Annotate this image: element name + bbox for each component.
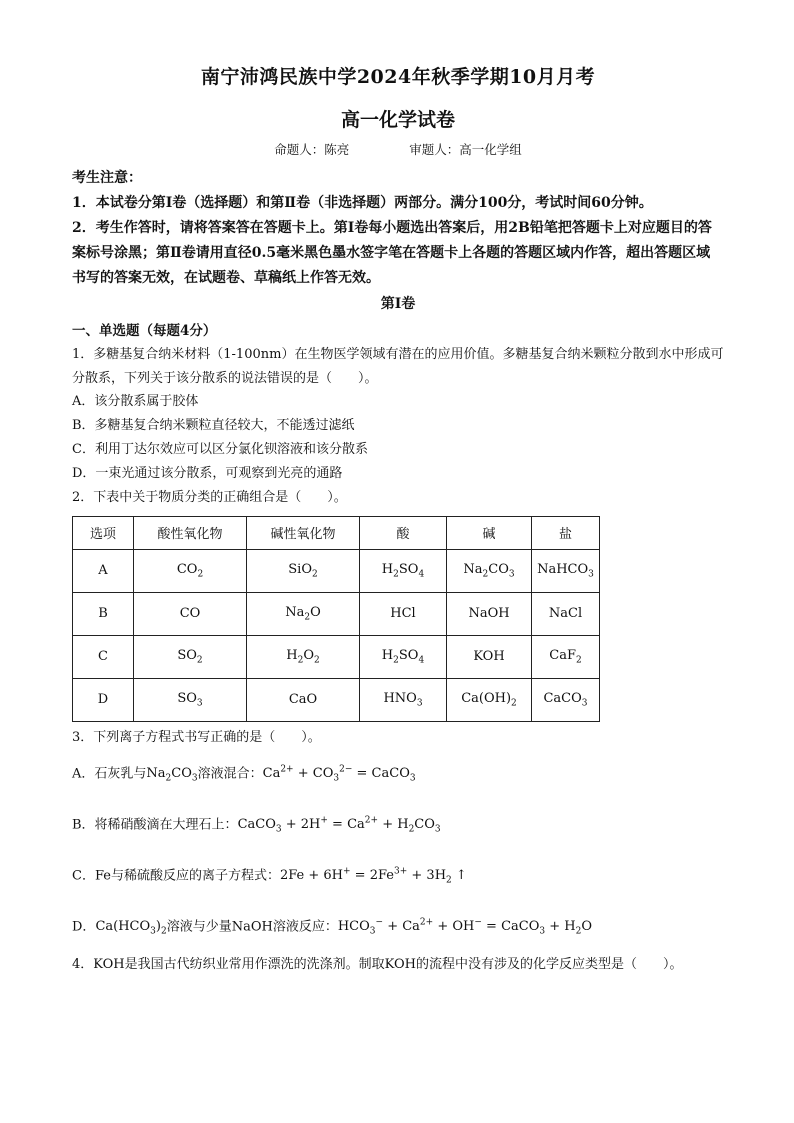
- table-header: 酸性氧化物: [134, 516, 247, 549]
- question-3-stem: 3．下列离子方程式书写正确的是（ ）。: [72, 729, 321, 745]
- question-3-option-d: D．$Ca(HCO_3)_2$溶液与少量NaOH溶液反应：$HCO_3^- + Ca^{2+} + OH^-$ = CaCO$_3$ + $H_2O$: [72, 917, 593, 937]
- question-1-option-a: A．该分散系属于胶体: [72, 394, 199, 409]
- section-heading: 一、单选题（每题4分）: [72, 323, 217, 339]
- row-label: D: [73, 678, 134, 721]
- formula-cell: $HNO_3$: [360, 678, 447, 721]
- question-1-option-b: B．多糖基复合纳米颗粒直径较大，不能透过滤纸: [72, 418, 355, 433]
- row-label: A: [73, 549, 134, 592]
- formula-cell: $Na_2CO_3$: [447, 549, 532, 592]
- formula-cell: KOH: [447, 635, 532, 678]
- question-4-stem: 4．KOH是我国古代纺织业常用作漂洗的洗涤剂。制取KOH的流程中没有涉及的化学反应类型是（ ）。: [72, 956, 683, 972]
- exam-subtitle: 高一化学试卷: [340, 109, 455, 131]
- classification-table: [72, 516, 600, 722]
- exam-title: 南宁沛鸿民族中学2024年秋季学期10月月考: [200, 66, 596, 88]
- table-row: [73, 635, 600, 678]
- question-2-stem: 2．下表中关于物质分类的正确组合是（ ）。: [72, 490, 347, 505]
- formula-cell: $SO_3$: [134, 678, 247, 721]
- formula-cell: HCl: [360, 592, 447, 635]
- table-header: 碱性氧化物: [247, 516, 360, 549]
- question-3-option-b: B．将稀硝酸滴在大理石上：CaCO$_3$ + $2H^+ = Ca^{2+} + H_2CO_3$: [72, 815, 441, 835]
- formula-cell: CaCO$_3$: [532, 678, 600, 721]
- notice-item-1: 1．本试卷分第Ⅰ卷（选择题）和第Ⅱ卷（非选择题）两部分。满分100分，考试时间60分钟。: [72, 195, 653, 211]
- formula-cell: NaCl: [532, 592, 600, 635]
- author: 命题人：陈亮: [274, 142, 350, 157]
- formula-cell: CaO: [247, 678, 360, 721]
- notice-item-2: 2．考生作答时，请将答案答在答题卡上。第Ⅰ卷每小题选出答案后，用2B铅笔把答题卡上对应题目的答案标号涂黑；第Ⅱ卷请用直径0.5毫米黑色墨水签字笔在答题卡上各题的答题区域内作答，超出答题区域书写的答案无效，在试题卷、草稿纸上作答无效。: [72, 220, 712, 286]
- table-header: 盐: [532, 516, 600, 549]
- formula-cell: $SO_2$: [134, 635, 247, 678]
- table-row: [73, 549, 600, 592]
- row-label: C: [73, 635, 134, 678]
- row-label: B: [73, 592, 134, 635]
- table-row: [73, 592, 600, 635]
- table-header: 酸: [360, 516, 447, 549]
- volume-heading: 第Ⅰ卷: [380, 296, 416, 312]
- formula-cell: $H_2SO_4$: [360, 635, 447, 678]
- author-line: [72, 140, 724, 158]
- notice-block: [72, 166, 724, 291]
- question-1-stem: 1．多糖基复合纳米材料（1-100nm）在生物医学领域有潜在的应用价值。多糖基复合纳米颗粒分散到水中形成可分散系，下列关于该分散系的说法错误的是（ ）。: [72, 347, 724, 386]
- formula-cell: CaF$_2$: [532, 635, 600, 678]
- formula-cell: $H_2SO_4$: [360, 549, 447, 592]
- question-3-option-a: A．石灰乳与$Na_2CO_3$溶液混合：$Ca^{2+} + CO_3^{2-}$ = CaCO$_3$: [72, 765, 416, 784]
- formula-cell: SiO$_2$: [247, 549, 360, 592]
- question-1-option-c: C．利用丁达尔效应可以区分氯化钡溶液和该分散系: [72, 442, 368, 457]
- formula-cell: $CO_2$: [134, 549, 247, 592]
- formula-cell: $H_2O_2$: [247, 635, 360, 678]
- question-3-option-c: C．Fe与稀硫酸反应的离子方程式：$2Fe + 6H^+ = 2Fe^{3+} + 3H_2$ ↑: [72, 866, 467, 886]
- formula-cell: $Ca(OH)_2$: [447, 678, 532, 721]
- formula-cell: CO: [134, 592, 247, 635]
- table-row: [73, 678, 600, 721]
- notice-heading: 考生注意：: [72, 170, 142, 186]
- exam-page: [72, 62, 724, 976]
- table-header-row: [73, 516, 600, 549]
- table-header: 选项: [73, 516, 134, 549]
- table-header: 碱: [447, 516, 532, 549]
- formula-cell: NaOH: [447, 592, 532, 635]
- question-1-option-d: D．一束光通过该分散系，可观察到光亮的通路: [72, 466, 343, 481]
- formula-cell: NaHCO$_3$: [532, 549, 600, 592]
- reviewer: 审题人：高一化学组: [409, 142, 522, 157]
- formula-cell: $Na_2O$: [247, 592, 360, 635]
